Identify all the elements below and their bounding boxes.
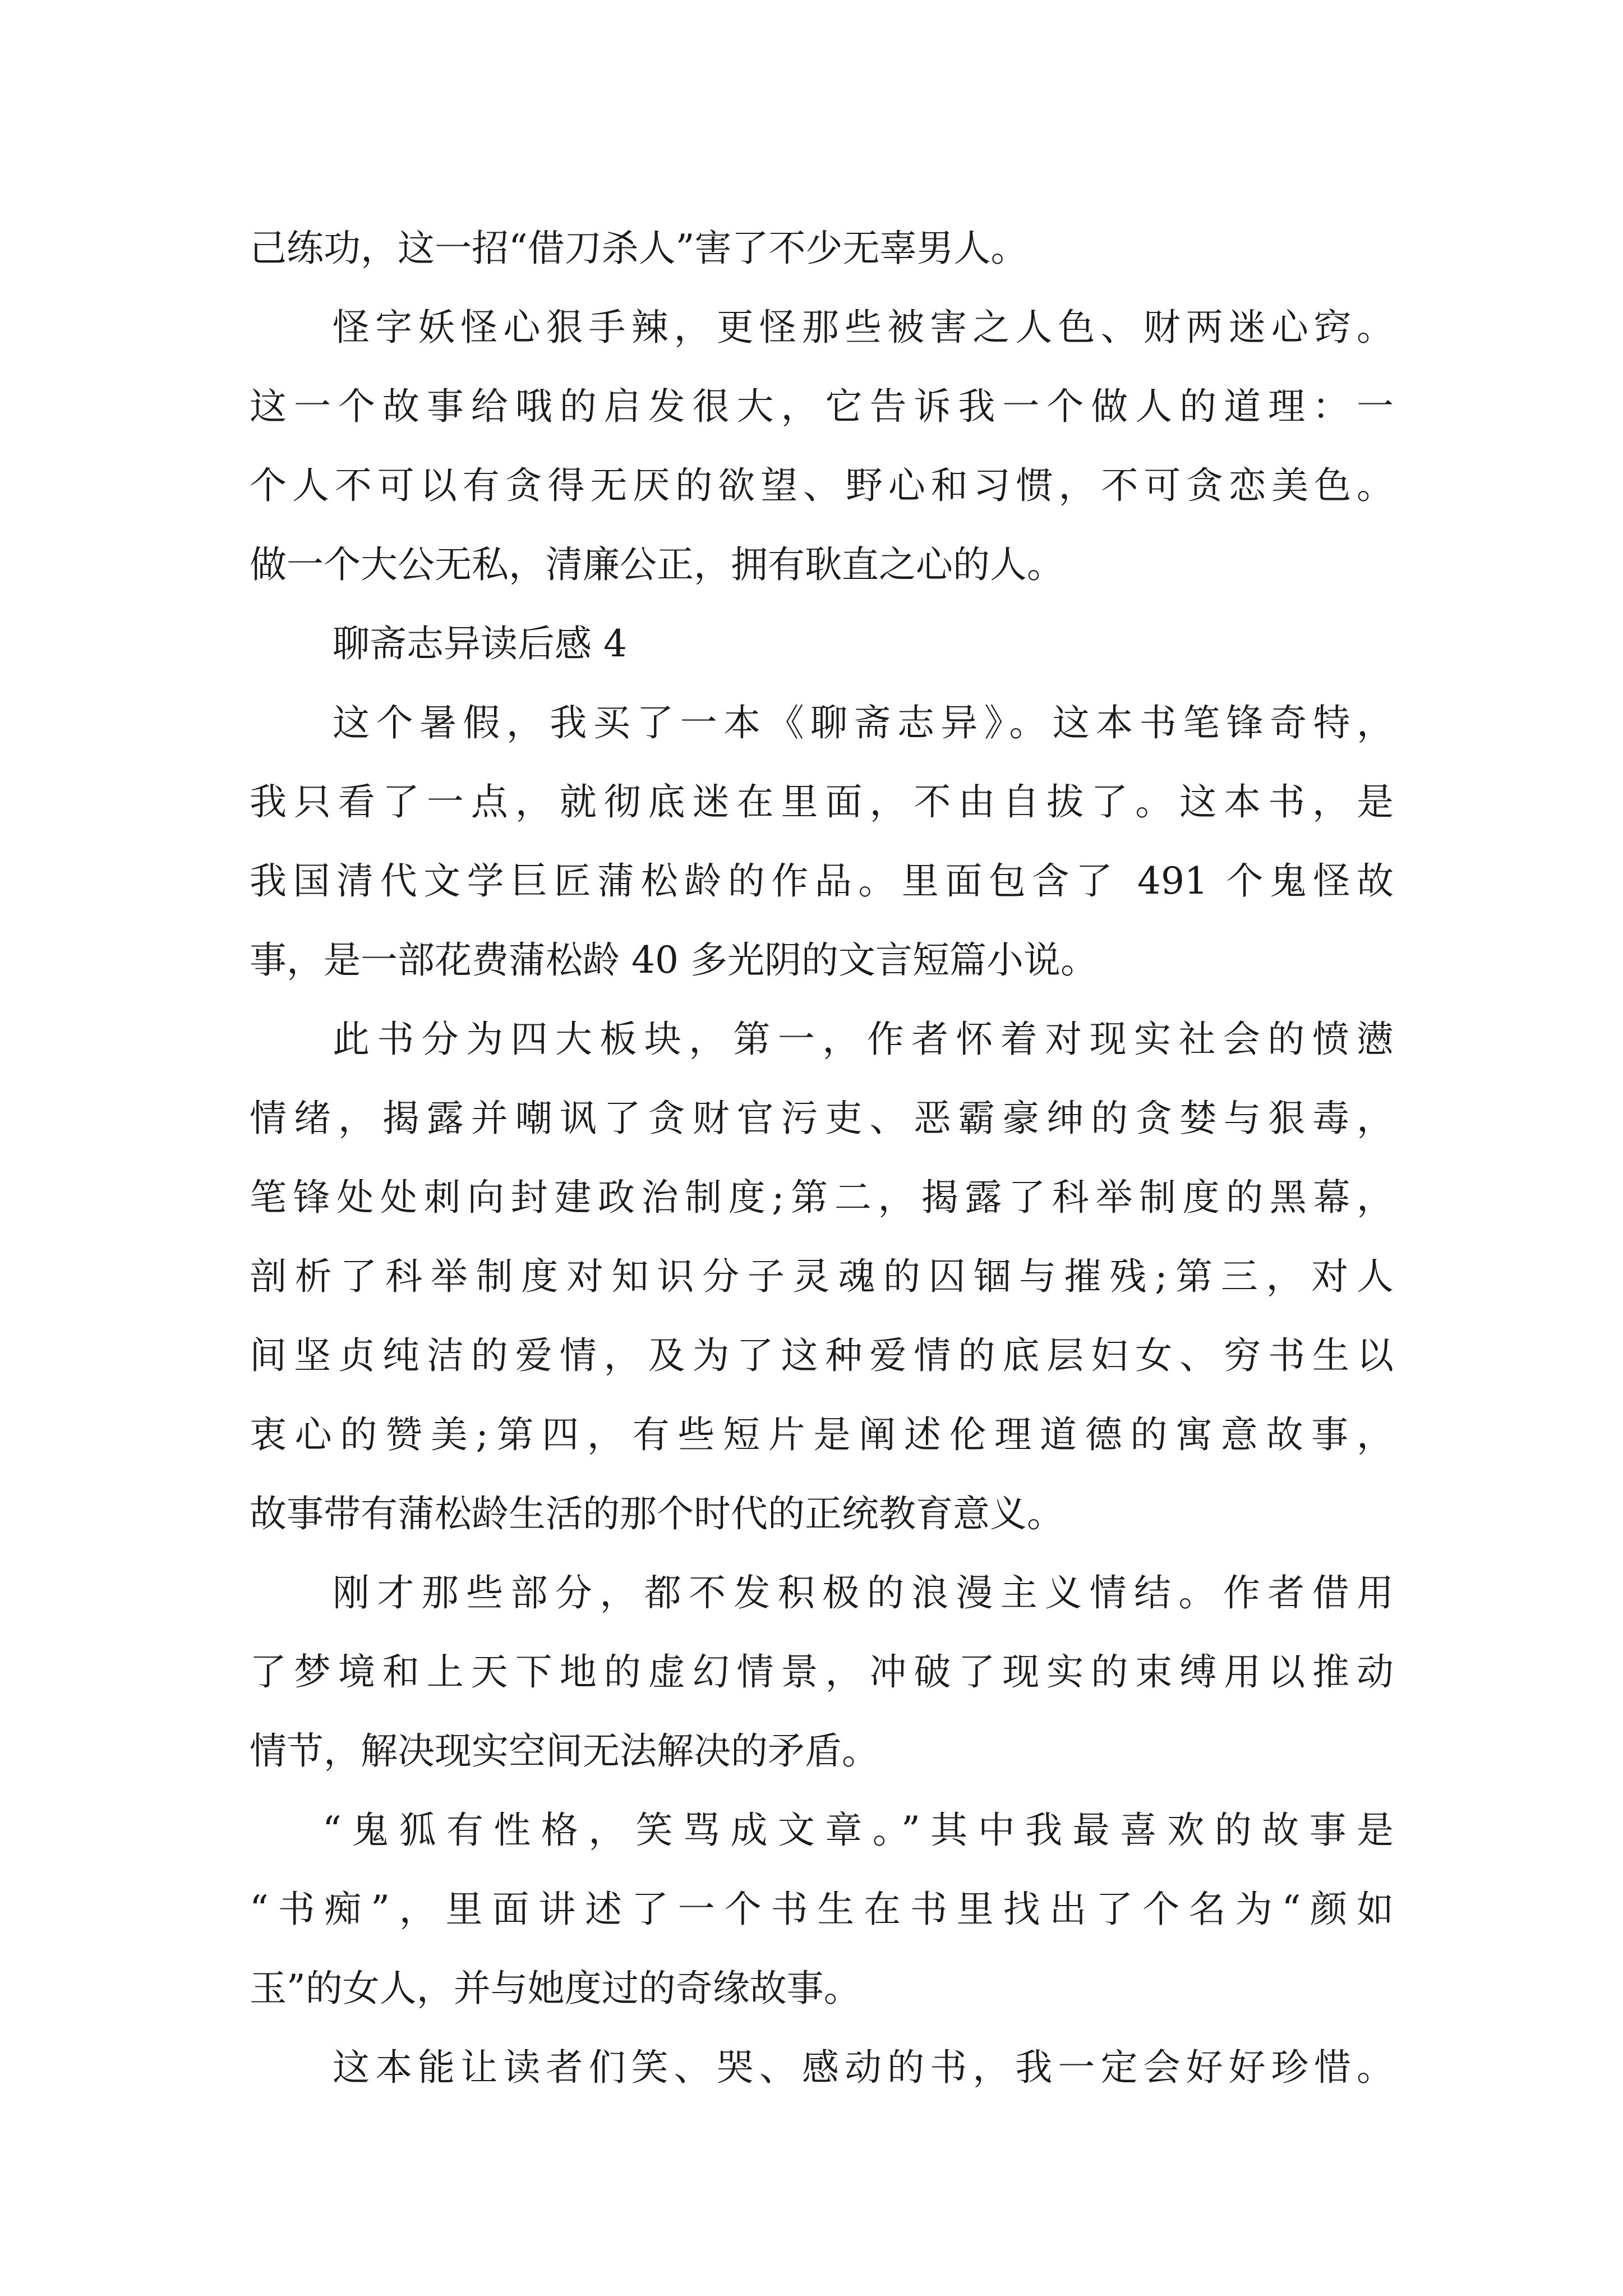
text-line: 情节，解决现实空间无法解决的矛盾。 xyxy=(250,1729,879,1773)
text-line: 情绪，揭露并嘲讽了贪财官污吏、恶霸豪绅的贪婪与狠毒， xyxy=(250,1097,1394,1140)
text-line: 事，是一部花费蒲松龄 40 多光阴的文言短篇小说。 xyxy=(250,938,1098,982)
section-heading: 聊斋志异读后感 4 xyxy=(333,622,627,665)
text-line: 我只看了一点，就彻底迷在里面，不由自拔了。这本书，是 xyxy=(250,780,1394,823)
paragraph-start-line: 此书分为四大板块，第一，作者怀着对现实社会的愤懑 xyxy=(333,1018,1394,1061)
text-line: 衷心的赞美;第四，有些短片是阐述伦理道德的寓意故事， xyxy=(250,1413,1394,1456)
text-line: 我国清代文学巨匠蒲松龄的作品。里面包含了 491 个鬼怪故 xyxy=(250,859,1394,903)
text-line: 了梦境和上天下地的虚幻情景，冲破了现实的束缚用以推动 xyxy=(250,1650,1394,1694)
text-line: 故事带有蒲松龄生活的那个时代的正统教育意义。 xyxy=(250,1492,1064,1535)
text-line: “书痴”，里面讲述了一个书生在书里找出了个名为“颜如 xyxy=(250,1888,1394,1931)
paragraph-start-line: 怪字妖怪心狠手辣，更怪那些被害之人色、财两迷心窍。 xyxy=(333,306,1394,349)
text-line: 做一个大公无私，清廉公正，拥有耿直之心的人。 xyxy=(250,543,1064,586)
text-line: 这一个故事给哦的启发很大，它告诉我一个做人的道理：一 xyxy=(250,385,1394,428)
paragraph-start-line: “鬼狐有性格，笑骂成文章。”其中我最喜欢的故事是 xyxy=(322,1809,1394,1852)
text-line: 间坚贞纯洁的爱情，及为了这种爱情的底层妇女、穷书生以 xyxy=(250,1334,1394,1377)
text-line: 己练功，这一招“借刀杀人”害了不少无辜男人。 xyxy=(250,227,1028,270)
text-line: 个人不可以有贪得无厌的欲望、野心和习惯，不可贪恋美色。 xyxy=(250,464,1394,507)
document-body xyxy=(250,209,1394,2107)
text-line: 玉”的女人，并与她度过的奇缘故事。 xyxy=(250,1967,861,2010)
paragraph-start-line: 这个暑假，我买了一本《聊斋志异》。这本书笔锋奇特， xyxy=(333,701,1394,744)
paragraph-start-line: 这本能让读者们笑、哭、感动的书，我一定会好好珍惜。 xyxy=(333,2046,1394,2089)
text-line: 笔锋处处刺向封建政治制度;第二，揭露了科举制度的黑幕， xyxy=(250,1176,1394,1219)
text-line: 剖析了科举制度对知识分子灵魂的囚锢与摧残;第三，对人 xyxy=(250,1255,1394,1298)
paragraph-start-line: 刚才那些部分，都不发积极的浪漫主义情结。作者借用 xyxy=(333,1571,1394,1614)
